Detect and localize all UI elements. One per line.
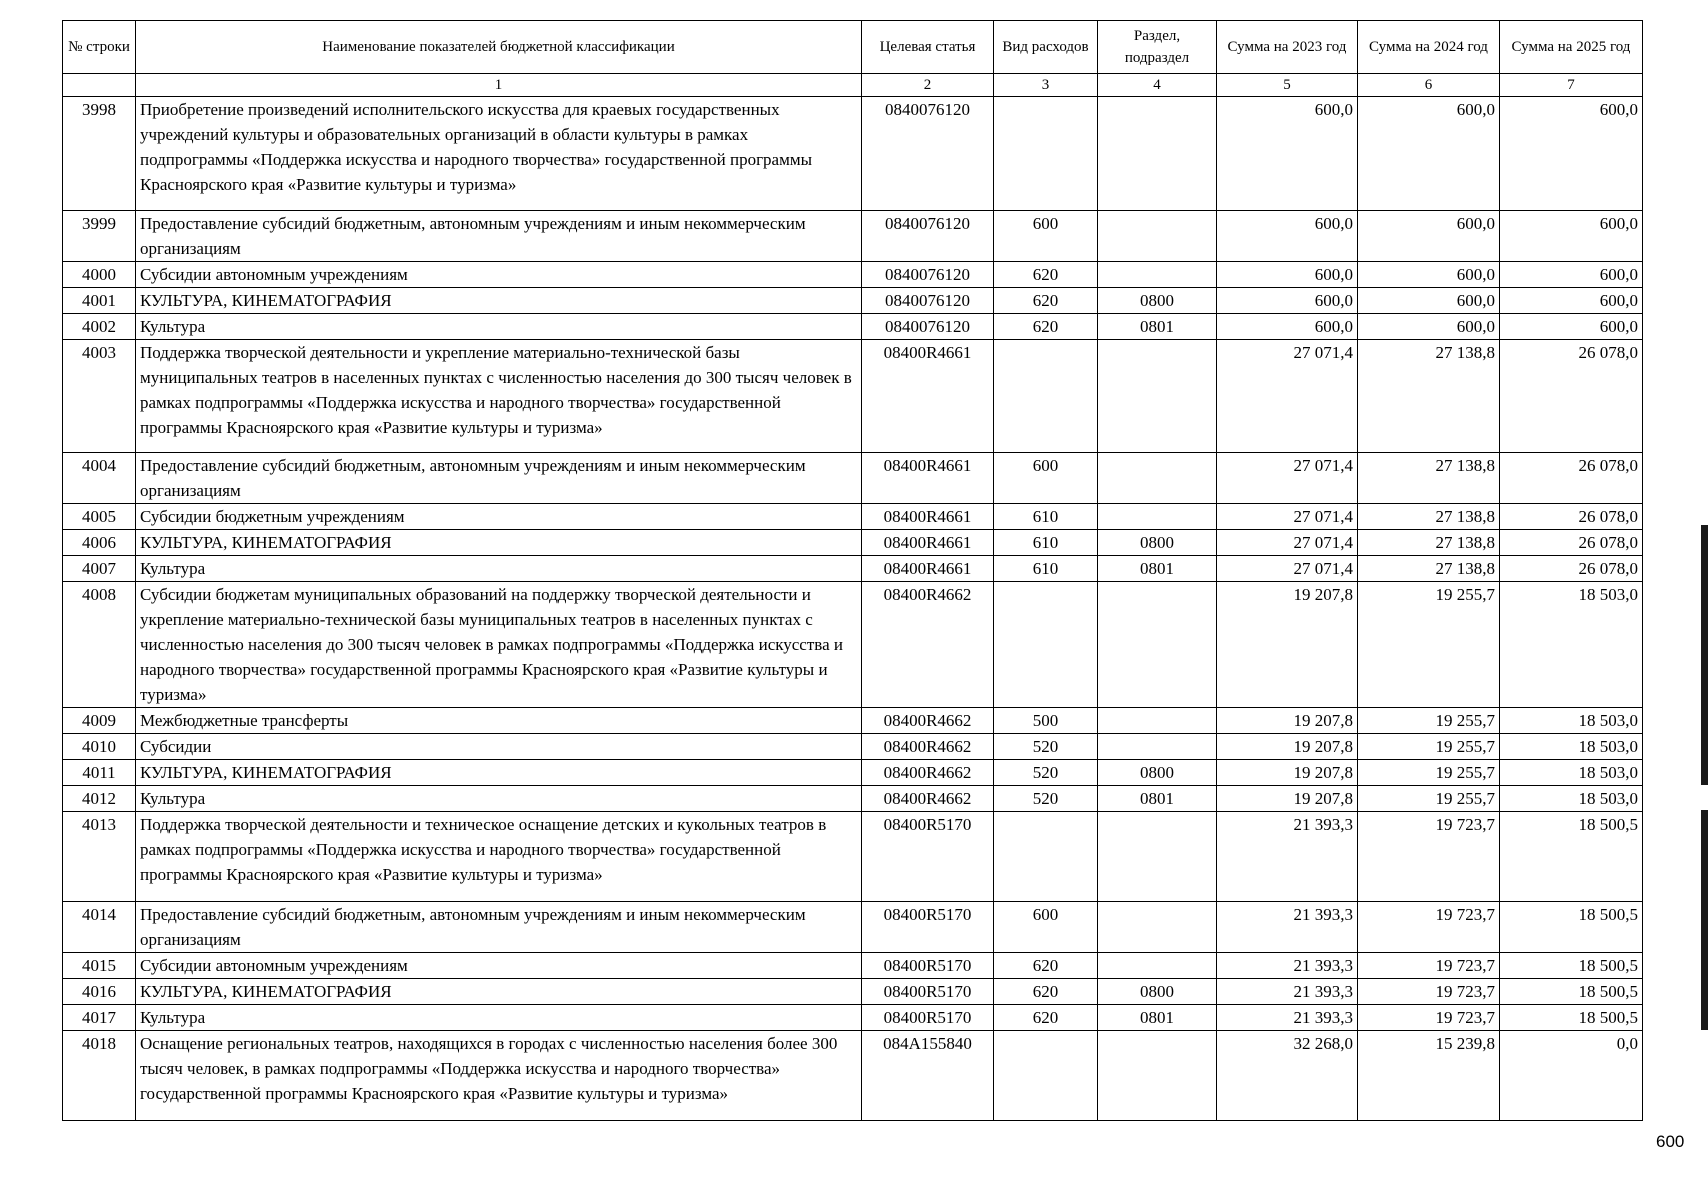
row-target-article: 08400R5170	[862, 953, 994, 979]
row-sum-2024: 19 255,7	[1358, 734, 1500, 760]
row-expense-type: 620	[994, 979, 1098, 1005]
row-expense-type	[994, 1031, 1098, 1121]
row-name: КУЛЬТУРА, КИНЕМАТОГРАФИЯ	[136, 760, 862, 786]
row-section	[1098, 504, 1217, 530]
table-row	[63, 708, 1643, 734]
page-number: 600	[1656, 1132, 1685, 1151]
row-target-article: 08400R4662	[862, 786, 994, 812]
row-number: 4009	[63, 708, 136, 734]
row-name: Субсидии	[136, 734, 862, 760]
row-sum-2023: 21 393,3	[1217, 979, 1358, 1005]
header-sum-2024: Сумма на 2024 год	[1358, 21, 1500, 74]
row-expense-type: 500	[994, 708, 1098, 734]
row-sum-2023: 27 071,4	[1217, 340, 1358, 453]
row-target-article: 08400R5170	[862, 1005, 994, 1031]
row-target-article: 0840076120	[862, 262, 994, 288]
row-sum-2025: 26 078,0	[1500, 504, 1643, 530]
row-name: КУЛЬТУРА, КИНЕМАТОГРАФИЯ	[136, 530, 862, 556]
row-target-article: 08400R4662	[862, 734, 994, 760]
row-number: 4006	[63, 530, 136, 556]
row-expense-type	[994, 812, 1098, 902]
row-target-article: 0840076120	[862, 288, 994, 314]
row-sum-2023: 21 393,3	[1217, 953, 1358, 979]
row-number: 3999	[63, 211, 136, 262]
row-number: 4014	[63, 902, 136, 953]
row-sum-2025: 18 500,5	[1500, 1005, 1643, 1031]
row-sum-2025: 0,0	[1500, 1031, 1643, 1121]
row-sum-2023: 27 071,4	[1217, 556, 1358, 582]
row-name: КУЛЬТУРА, КИНЕМАТОГРАФИЯ	[136, 288, 862, 314]
scan-edge-mark	[1701, 810, 1708, 1030]
row-target-article: 0840076120	[862, 97, 994, 211]
row-target-article: 0840076120	[862, 211, 994, 262]
row-number: 4008	[63, 582, 136, 708]
row-sum-2023: 19 207,8	[1217, 760, 1358, 786]
row-sum-2024: 27 138,8	[1358, 340, 1500, 453]
row-name: Оснащение региональных театров, находящихся в городах с численностью населения более 300 тысяч человек, в рамках подпрограммы «Поддержка искусства и народного творчества» государственной программы Красноярского края «Развитие культуры и туризма»	[136, 1031, 862, 1121]
row-sum-2025: 26 078,0	[1500, 530, 1643, 556]
row-section	[1098, 340, 1217, 453]
row-sum-2024: 600,0	[1358, 314, 1500, 340]
row-sum-2025: 26 078,0	[1500, 556, 1643, 582]
row-expense-type: 620	[994, 953, 1098, 979]
row-expense-type: 520	[994, 786, 1098, 812]
row-sum-2025: 600,0	[1500, 314, 1643, 340]
row-number: 4010	[63, 734, 136, 760]
row-sum-2025: 600,0	[1500, 97, 1643, 211]
row-target-article: 08400R4662	[862, 760, 994, 786]
row-target-article: 08400R4661	[862, 504, 994, 530]
header-row-number: № строки	[63, 21, 136, 74]
row-sum-2023: 600,0	[1217, 314, 1358, 340]
row-name: Субсидии автономным учреждениям	[136, 262, 862, 288]
row-target-article: 08400R4662	[862, 582, 994, 708]
row-expense-type: 610	[994, 530, 1098, 556]
row-sum-2024: 27 138,8	[1358, 504, 1500, 530]
row-section: 0800	[1098, 530, 1217, 556]
column-number: 2	[862, 74, 994, 97]
table-row	[63, 314, 1643, 340]
row-expense-type: 600	[994, 453, 1098, 504]
row-section: 0801	[1098, 314, 1217, 340]
column-number: 3	[994, 74, 1098, 97]
row-sum-2024: 19 723,7	[1358, 953, 1500, 979]
row-number: 4016	[63, 979, 136, 1005]
row-sum-2024: 600,0	[1358, 288, 1500, 314]
row-sum-2025: 18 500,5	[1500, 902, 1643, 953]
header-section: Раздел, подраздел	[1098, 21, 1217, 74]
row-section	[1098, 97, 1217, 211]
row-sum-2023: 32 268,0	[1217, 1031, 1358, 1121]
row-sum-2024: 600,0	[1358, 211, 1500, 262]
row-expense-type	[994, 582, 1098, 708]
row-sum-2023: 27 071,4	[1217, 453, 1358, 504]
row-section: 0801	[1098, 1005, 1217, 1031]
row-sum-2025: 600,0	[1500, 288, 1643, 314]
row-section	[1098, 812, 1217, 902]
row-sum-2025: 18 503,0	[1500, 760, 1643, 786]
row-expense-type: 520	[994, 760, 1098, 786]
row-name: Поддержка творческой деятельности и укрепление материально-технической базы муниципальных театров в населенных пунктах с численностью населения до 300 тысяч человек в рамках подпрограммы «Поддержка искусства и народного творчества» государственной программы Красноярского края «Развитие культуры и туризма»	[136, 340, 862, 453]
row-number: 4007	[63, 556, 136, 582]
column-number	[63, 74, 136, 97]
row-section	[1098, 708, 1217, 734]
header-sum-2025: Сумма на 2025 год	[1500, 21, 1643, 74]
row-name: КУЛЬТУРА, КИНЕМАТОГРАФИЯ	[136, 979, 862, 1005]
row-expense-type: 600	[994, 211, 1098, 262]
row-section	[1098, 902, 1217, 953]
row-sum-2025: 26 078,0	[1500, 340, 1643, 453]
table-row	[63, 530, 1643, 556]
row-target-article: 08400R5170	[862, 979, 994, 1005]
row-number: 4000	[63, 262, 136, 288]
row-expense-type: 620	[994, 288, 1098, 314]
column-number: 4	[1098, 74, 1217, 97]
row-number: 4002	[63, 314, 136, 340]
header-target-article: Целевая статья	[862, 21, 994, 74]
scan-edge-mark	[1701, 525, 1708, 785]
row-section: 0801	[1098, 786, 1217, 812]
row-number: 4015	[63, 953, 136, 979]
row-sum-2023: 27 071,4	[1217, 530, 1358, 556]
row-section	[1098, 453, 1217, 504]
table-body	[63, 97, 1643, 1121]
table-row	[63, 211, 1643, 262]
row-expense-type: 610	[994, 556, 1098, 582]
row-expense-type: 520	[994, 734, 1098, 760]
table-row	[63, 979, 1643, 1005]
row-expense-type: 610	[994, 504, 1098, 530]
row-target-article: 08400R4661	[862, 556, 994, 582]
row-sum-2025: 18 500,5	[1500, 812, 1643, 902]
row-name: Предоставление субсидий бюджетным, автономным учреждениям и иным некоммерческим организациям	[136, 211, 862, 262]
row-target-article: 08400R5170	[862, 902, 994, 953]
row-name: Межбюджетные трансферты	[136, 708, 862, 734]
row-sum-2024: 19 255,7	[1358, 582, 1500, 708]
row-sum-2025: 18 503,0	[1500, 786, 1643, 812]
row-sum-2025: 18 500,5	[1500, 953, 1643, 979]
table-row	[63, 340, 1643, 453]
row-sum-2025: 26 078,0	[1500, 453, 1643, 504]
row-sum-2024: 600,0	[1358, 262, 1500, 288]
row-sum-2025: 600,0	[1500, 262, 1643, 288]
row-sum-2025: 600,0	[1500, 211, 1643, 262]
row-sum-2025: 18 500,5	[1500, 979, 1643, 1005]
row-name: Приобретение произведений исполнительского искусства для краевых государственных учреждений культуры и образовательных организаций в области культуры в рамках подпрограммы «Поддержка искусства и народного творчества» государственной программы Красноярского края «Развитие культуры и туризма»	[136, 97, 862, 211]
row-sum-2024: 19 255,7	[1358, 760, 1500, 786]
row-target-article: 0840076120	[862, 314, 994, 340]
table-row	[63, 1005, 1643, 1031]
header-name: Наименование показателей бюджетной классификации	[136, 21, 862, 74]
row-expense-type: 600	[994, 902, 1098, 953]
row-section	[1098, 1031, 1217, 1121]
row-sum-2024: 27 138,8	[1358, 556, 1500, 582]
row-section: 0800	[1098, 760, 1217, 786]
row-target-article: 084A155840	[862, 1031, 994, 1121]
row-sum-2023: 600,0	[1217, 97, 1358, 211]
row-expense-type: 620	[994, 1005, 1098, 1031]
table-row	[63, 734, 1643, 760]
row-sum-2023: 600,0	[1217, 262, 1358, 288]
row-expense-type: 620	[994, 314, 1098, 340]
row-sum-2023: 600,0	[1217, 288, 1358, 314]
table-row	[63, 262, 1643, 288]
row-name: Субсидии автономным учреждениям	[136, 953, 862, 979]
row-sum-2023: 19 207,8	[1217, 708, 1358, 734]
row-number: 4004	[63, 453, 136, 504]
row-sum-2025: 18 503,0	[1500, 708, 1643, 734]
row-sum-2023: 19 207,8	[1217, 582, 1358, 708]
table-row	[63, 812, 1643, 902]
row-number: 4011	[63, 760, 136, 786]
row-target-article: 08400R4661	[862, 453, 994, 504]
row-name: Культура	[136, 1005, 862, 1031]
row-name: Субсидии бюджетным учреждениям	[136, 504, 862, 530]
row-section: 0801	[1098, 556, 1217, 582]
row-sum-2023: 27 071,4	[1217, 504, 1358, 530]
row-name: Субсидии бюджетам муниципальных образований на поддержку творческой деятельности и укрепление материально-технической базы муниципальных театров в населенных пунктах с численностью населения до 300 тысяч человек в рамках подпрограммы «Поддержка искусства и народного творчества» государственной программы Красноярского края «Развитие культуры и туризма»	[136, 582, 862, 708]
row-name: Предоставление субсидий бюджетным, автономным учреждениям и иным некоммерческим организациям	[136, 902, 862, 953]
row-target-article: 08400R4662	[862, 708, 994, 734]
row-sum-2024: 15 239,8	[1358, 1031, 1500, 1121]
table-row	[63, 902, 1643, 953]
row-name: Культура	[136, 786, 862, 812]
row-sum-2023: 19 207,8	[1217, 734, 1358, 760]
row-sum-2024: 19 723,7	[1358, 979, 1500, 1005]
column-number: 7	[1500, 74, 1643, 97]
row-sum-2025: 18 503,0	[1500, 582, 1643, 708]
table-row	[63, 556, 1643, 582]
row-sum-2024: 19 723,7	[1358, 812, 1500, 902]
table-row	[63, 504, 1643, 530]
table-row	[63, 453, 1643, 504]
row-name: Предоставление субсидий бюджетным, автономным учреждениям и иным некоммерческим организациям	[136, 453, 862, 504]
row-sum-2023: 600,0	[1217, 211, 1358, 262]
table-row	[63, 760, 1643, 786]
table-row	[63, 288, 1643, 314]
row-section	[1098, 211, 1217, 262]
row-sum-2024: 27 138,8	[1358, 530, 1500, 556]
header-row	[63, 21, 1643, 74]
header-sum-2023: Сумма на 2023 год	[1217, 21, 1358, 74]
row-sum-2023: 19 207,8	[1217, 786, 1358, 812]
table-row	[63, 97, 1643, 211]
row-sum-2024: 19 723,7	[1358, 902, 1500, 953]
row-section	[1098, 262, 1217, 288]
column-numbers-row	[63, 74, 1643, 97]
row-section	[1098, 734, 1217, 760]
row-sum-2024: 19 723,7	[1358, 1005, 1500, 1031]
row-sum-2024: 19 255,7	[1358, 708, 1500, 734]
row-number: 4013	[63, 812, 136, 902]
row-expense-type	[994, 340, 1098, 453]
row-sum-2023: 21 393,3	[1217, 1005, 1358, 1031]
row-name: Культура	[136, 314, 862, 340]
row-name: Культура	[136, 556, 862, 582]
row-section: 0800	[1098, 979, 1217, 1005]
table-row	[63, 1031, 1643, 1121]
row-number: 4018	[63, 1031, 136, 1121]
row-sum-2024: 19 255,7	[1358, 786, 1500, 812]
row-section: 0800	[1098, 288, 1217, 314]
row-number: 4005	[63, 504, 136, 530]
column-number: 1	[136, 74, 862, 97]
row-sum-2024: 600,0	[1358, 97, 1500, 211]
table-row	[63, 582, 1643, 708]
column-number: 6	[1358, 74, 1500, 97]
row-name: Поддержка творческой деятельности и техническое оснащение детских и кукольных театров в рамках подпрограммы «Поддержка искусства и народного творчества» государственной программы Красноярского края «Развитие культуры и туризма»	[136, 812, 862, 902]
row-section	[1098, 953, 1217, 979]
row-target-article: 08400R4661	[862, 530, 994, 556]
row-number: 4003	[63, 340, 136, 453]
row-number: 3998	[63, 97, 136, 211]
row-number: 4017	[63, 1005, 136, 1031]
row-section	[1098, 582, 1217, 708]
header-expense-type: Вид расходов	[994, 21, 1098, 74]
table-row	[63, 786, 1643, 812]
row-target-article: 08400R4661	[862, 340, 994, 453]
row-number: 4012	[63, 786, 136, 812]
budget-table	[62, 20, 1643, 1121]
row-target-article: 08400R5170	[862, 812, 994, 902]
row-sum-2023: 21 393,3	[1217, 812, 1358, 902]
row-number: 4001	[63, 288, 136, 314]
row-sum-2025: 18 503,0	[1500, 734, 1643, 760]
column-number: 5	[1217, 74, 1358, 97]
table-row	[63, 953, 1643, 979]
row-expense-type: 620	[994, 262, 1098, 288]
row-sum-2023: 21 393,3	[1217, 902, 1358, 953]
row-sum-2024: 27 138,8	[1358, 453, 1500, 504]
row-expense-type	[994, 97, 1098, 211]
